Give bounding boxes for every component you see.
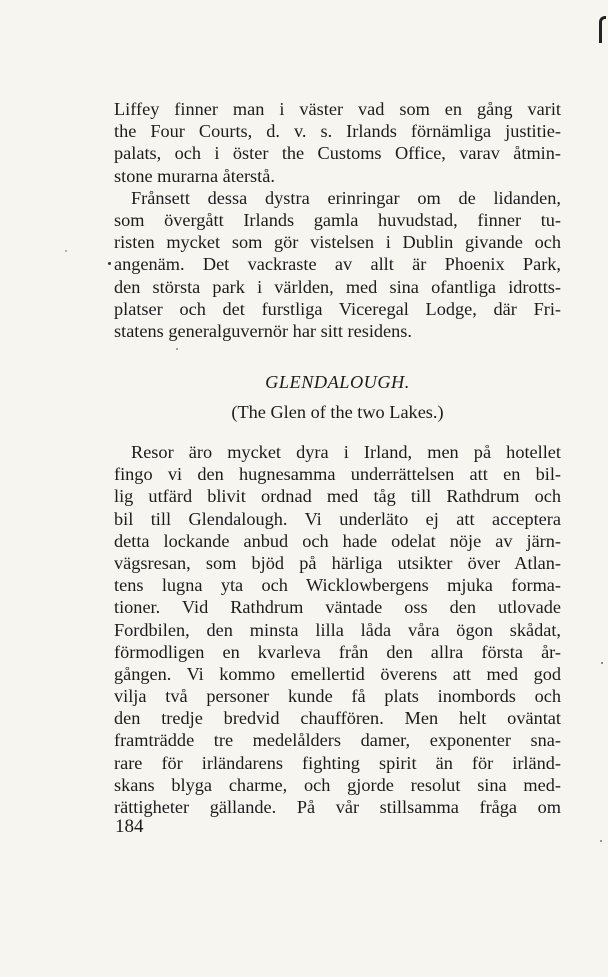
page-number: 184 — [115, 816, 144, 837]
paragraph-1 — [114, 98, 561, 187]
text-line: angenäm. Det vackraste av allt är Phoenix Park, — [114, 254, 561, 275]
text-line: den största park i världen, med sina ofantliga idrotts- — [114, 276, 561, 297]
text-line: tens lugna yta och Wicklowbergens mjuka forma- — [114, 575, 561, 596]
text-line: skans blyga charme, och gjorde resolut sina med- — [114, 774, 561, 795]
text-line: rättigheter gällande. På vår stillsamma fråga om — [114, 797, 561, 817]
text-line: stone murarna återstå. — [114, 165, 275, 186]
text-line: tioner. Vid Rathdrum väntade oss den utlovade — [114, 597, 561, 618]
text-line: fingo vi den hugnesamma underrättelsen att en bil- — [114, 464, 561, 485]
text-line: risten mycket som gör vistelsen i Dublin givande och — [114, 232, 561, 253]
section-title: GLENDALOUGH. — [265, 372, 410, 392]
text-line: den tredje bredvid chauffören. Men helt oväntat — [114, 708, 561, 729]
corner-edge-mark — [599, 16, 606, 43]
text-line: platser och det furstliga Viceregal Lodge, där Fri- — [114, 298, 561, 319]
text-line: gången. Vi kommo emellertid överens att med god — [114, 663, 561, 684]
text-line: framträdde tre medelålders damer, exponenter sna- — [114, 730, 561, 751]
text-line: lig utfärd blivit ordnad med tåg till Rathdrum och — [114, 486, 561, 507]
text-line: Liffey finner man i väster vad som en gång varit — [114, 99, 561, 119]
text-line: vägsresan, som bjöd på härliga utsikter över Atlan- — [114, 552, 561, 573]
text-line: detta lockande anbud och hade odelat nöje av järn- — [114, 530, 561, 551]
ink-speck — [108, 262, 111, 265]
section-subtitle: (The Glen of the two Lakes.) — [231, 402, 444, 422]
text-line: palats, och i öster the Customs Office, varav åtmin- — [114, 143, 561, 164]
text-line: vilja två personer kunde få plats inombords och — [114, 686, 561, 707]
text-line: som övergått Irlands gamla huvudstad, finner tu- — [114, 209, 561, 230]
ink-speck — [65, 250, 67, 252]
ink-speck — [176, 348, 178, 350]
ink-speck — [600, 840, 602, 842]
text-line: Fordbilen, den minsta lilla låda våra ögon skådat, — [114, 619, 561, 640]
ink-speck — [601, 662, 603, 664]
text-line: förmodligen en kvarleva från den allra första år- — [114, 641, 561, 662]
text-line: the Four Courts, d. v. s. Irlands förnämliga justitie- — [114, 121, 561, 142]
text-line: statens generalguvernör har sitt residens. — [114, 320, 412, 341]
text-line: Resor äro mycket dyra i Irland, men på hotellet — [131, 442, 561, 462]
paragraph-2 — [114, 187, 561, 342]
text-line: bil till Glendalough. Vi underläto ej att acceptera — [114, 508, 561, 529]
paragraph-3 — [114, 441, 561, 818]
text-line: rare för irländarens fighting spirit än för irländ- — [114, 752, 561, 773]
text-line: Frånsett dessa dystra erinringar om de lidanden, — [131, 187, 561, 208]
text-block-top — [114, 98, 561, 342]
